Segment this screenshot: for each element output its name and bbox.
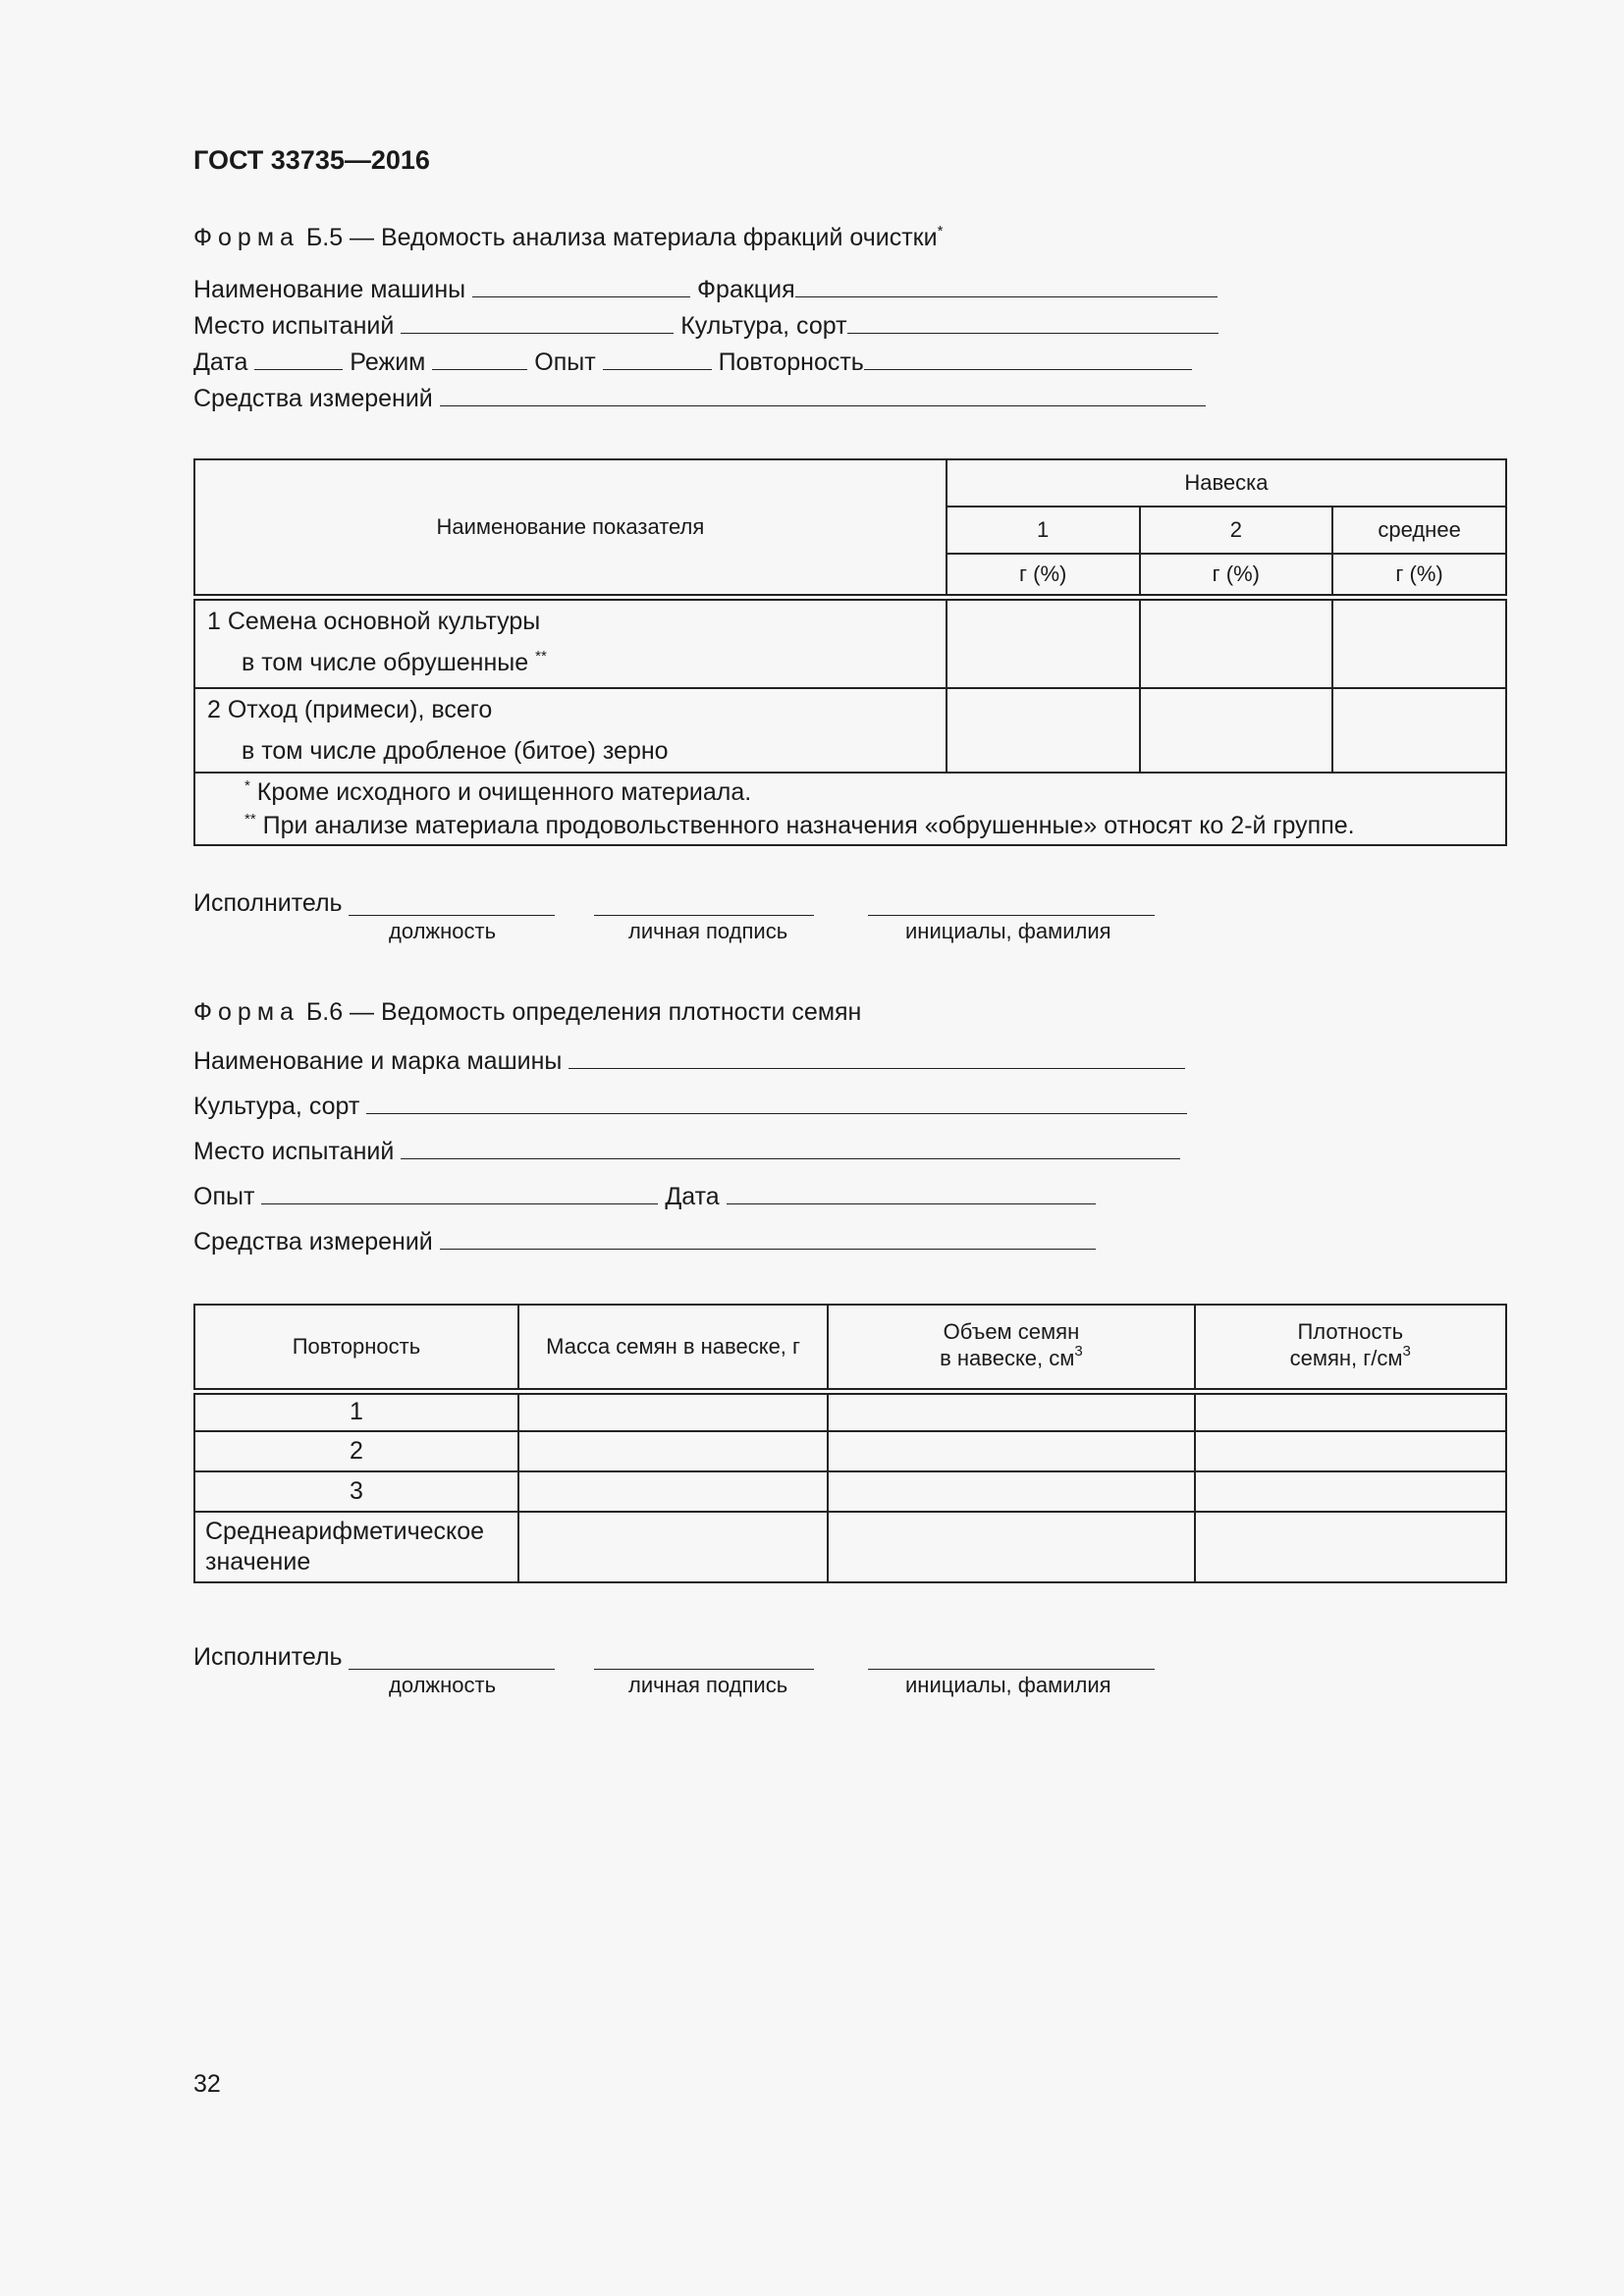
header-sample-avg: среднее: [1332, 507, 1506, 554]
b6-machine-blank[interactable]: [568, 1046, 1185, 1069]
cell-volume[interactable]: [828, 1512, 1194, 1582]
footnote-2-text: При анализе материала продовольственного назначения «обрушенные» относят ко 2-й группе.: [262, 811, 1355, 839]
cell-volume[interactable]: [828, 1391, 1194, 1431]
machine-blank[interactable]: [472, 275, 690, 297]
cell-sample-2[interactable]: [1140, 688, 1333, 773]
repeat-label: Повторность: [718, 348, 864, 376]
header-volume-line1: Объем семян: [943, 1319, 1080, 1345]
row-sub-mark: **: [535, 647, 547, 665]
b5-caption-name: инициалы, фамилия: [905, 919, 1111, 943]
unit-sample-1: г (%): [947, 554, 1140, 597]
header-volume-sup: 3: [1074, 1343, 1083, 1361]
table-row: [194, 1391, 1506, 1431]
b6-name-blank[interactable]: [868, 1647, 1155, 1670]
cell-density[interactable]: [1195, 1431, 1506, 1471]
header-density-line2: [1196, 1345, 1505, 1374]
header-indicator: Наименование показателя: [194, 459, 947, 597]
header-sample-1: 1: [947, 507, 1140, 554]
b5-caption-position: должность: [389, 919, 497, 943]
instruments-label: Средства измерений: [193, 385, 433, 412]
cell-density[interactable]: [1195, 1391, 1506, 1431]
b6-caption-name: инициалы, фамилия: [905, 1673, 1111, 1697]
fraction-analysis-table: [193, 458, 1507, 846]
mean-label-line2: значение: [205, 1548, 311, 1575]
b6-culture-blank[interactable]: [366, 1092, 1187, 1114]
form-b5-title-text: Б.5 — Ведомость анализа материала фракций очистки: [305, 224, 938, 251]
b6-position-blank[interactable]: [349, 1647, 555, 1670]
mean-label-line1: Среднеарифметическое: [205, 1518, 485, 1545]
header-density-sup: 3: [1402, 1343, 1411, 1361]
header-sample-2: 2: [1140, 507, 1333, 554]
header-density-line1: Плотность: [1297, 1319, 1404, 1345]
form-b5-title-word: Форма: [193, 224, 299, 251]
b6-instruments-label: Средства измерений: [193, 1228, 433, 1255]
cell-sample-avg[interactable]: [1332, 688, 1506, 773]
repeat-blank[interactable]: [864, 347, 1192, 370]
row-main-text: 1 Семена основной культуры: [207, 607, 541, 635]
b6-caption-signature: личная подпись: [628, 1673, 788, 1697]
b6-field-culture: [193, 1092, 1187, 1121]
b6-place-blank[interactable]: [401, 1137, 1180, 1159]
document-code: ГОСТ 33735—2016: [193, 145, 430, 175]
repeat-number: 1: [194, 1391, 518, 1431]
date-blank[interactable]: [254, 347, 343, 370]
cell-volume[interactable]: [828, 1471, 1194, 1512]
repeat-number: 3: [194, 1471, 518, 1512]
trial-label: Опыт: [534, 348, 596, 376]
table-row: [194, 1471, 1506, 1512]
cell-sample-2[interactable]: [1140, 597, 1333, 688]
footnote-1: [244, 774, 1505, 811]
b6-executor-label: Исполнитель: [193, 1643, 343, 1671]
form-b6-title-word: Форма: [193, 998, 299, 1026]
table-row-mean: [194, 1512, 1506, 1582]
mode-label: Режим: [350, 348, 426, 376]
b6-place-label: Место испытаний: [193, 1138, 395, 1165]
header-sample: Навеска: [947, 459, 1506, 507]
b6-trial-label: Опыт: [193, 1183, 255, 1210]
b6-date-label: Дата: [665, 1183, 720, 1210]
culture-label: Культура, сорт: [680, 312, 847, 340]
footnote-1-text: Кроме исходного и очищенного материала.: [256, 777, 752, 806]
b5-caption-signature: личная подпись: [628, 919, 788, 943]
table-row: [194, 597, 1506, 688]
row-sub-text: в том числе дробленое (битое) зерно: [242, 736, 669, 765]
header-density-text: семян, г/см: [1289, 1346, 1403, 1371]
unit-sample-avg: г (%): [1332, 554, 1506, 597]
header-repeat: Повторность: [194, 1305, 518, 1391]
field-row-place: [193, 311, 1218, 341]
row-sub-label: в том числе обрушенные: [242, 648, 529, 676]
row-main-text: 2 Отход (примеси), всего: [207, 695, 493, 723]
header-density: [1195, 1305, 1506, 1391]
b6-trial-blank[interactable]: [261, 1182, 658, 1204]
form-b6-title-text: Б.6 — Ведомость определения плотности семян: [305, 998, 862, 1026]
row-sub-text: [195, 642, 946, 687]
place-blank[interactable]: [401, 311, 674, 334]
form-b5-title: [193, 224, 943, 252]
cell-sample-1[interactable]: [947, 688, 1140, 773]
b6-culture-label: Культура, сорт: [193, 1093, 360, 1120]
b6-field-machine: [193, 1046, 1185, 1076]
footnote-1-mark: *: [244, 776, 250, 794]
date-label: Дата: [193, 348, 248, 376]
table-footnotes: [194, 773, 1506, 845]
b6-signature-blank[interactable]: [594, 1647, 814, 1670]
cell-mass[interactable]: [518, 1391, 828, 1431]
cell-volume[interactable]: [828, 1431, 1194, 1471]
footnote-2-mark: **: [244, 810, 256, 828]
cell-sample-1[interactable]: [947, 597, 1140, 688]
mode-blank[interactable]: [432, 347, 527, 370]
b6-field-place: [193, 1137, 1180, 1166]
table-row: [194, 688, 1506, 773]
cell-density[interactable]: [1195, 1512, 1506, 1582]
b6-field-instruments: [193, 1227, 1096, 1256]
table-row: [194, 1431, 1506, 1471]
form-b5-title-mark: *: [937, 223, 944, 240]
cell-mass[interactable]: [518, 1471, 828, 1512]
page-number: 32: [193, 2070, 221, 2098]
header-mass: Масса семян в навеске, г: [518, 1305, 828, 1391]
footnote-2: [244, 811, 1505, 844]
header-volume-text: в навеске, см: [940, 1346, 1075, 1371]
repeat-number: 2: [194, 1431, 518, 1471]
culture-blank[interactable]: [847, 311, 1218, 334]
machine-label: Наименование машины: [193, 276, 466, 303]
fraction-blank[interactable]: [795, 275, 1218, 297]
seed-density-table: [193, 1304, 1507, 1583]
b6-field-trial-date: [193, 1182, 1096, 1211]
field-row-machine: [193, 275, 1218, 304]
fraction-label: Фракция: [697, 276, 795, 303]
b5-signature-blank[interactable]: [594, 893, 814, 916]
field-row-instruments: [193, 384, 1206, 413]
b6-machine-label: Наименование и марка машины: [193, 1047, 563, 1075]
b6-instruments-blank[interactable]: [440, 1227, 1096, 1250]
b6-date-blank[interactable]: [727, 1182, 1096, 1204]
form-b6-title: [193, 998, 861, 1027]
b6-caption-position: должность: [389, 1673, 497, 1697]
b5-executor-label: Исполнитель: [193, 889, 343, 917]
header-volume: [828, 1305, 1194, 1391]
trial-blank[interactable]: [603, 347, 712, 370]
header-volume-line2: [829, 1345, 1193, 1374]
instruments-blank[interactable]: [440, 384, 1206, 406]
cell-mass[interactable]: [518, 1431, 828, 1471]
cell-mass[interactable]: [518, 1512, 828, 1582]
unit-sample-2: г (%): [1140, 554, 1333, 597]
cell-density[interactable]: [1195, 1471, 1506, 1512]
b5-position-blank[interactable]: [349, 893, 555, 916]
cell-sample-avg[interactable]: [1332, 597, 1506, 688]
row-label: [194, 688, 947, 773]
field-row-date: [193, 347, 1192, 377]
row-label: [194, 597, 947, 688]
place-label: Место испытаний: [193, 312, 395, 340]
b5-name-blank[interactable]: [868, 893, 1155, 916]
mean-label: [194, 1512, 518, 1582]
